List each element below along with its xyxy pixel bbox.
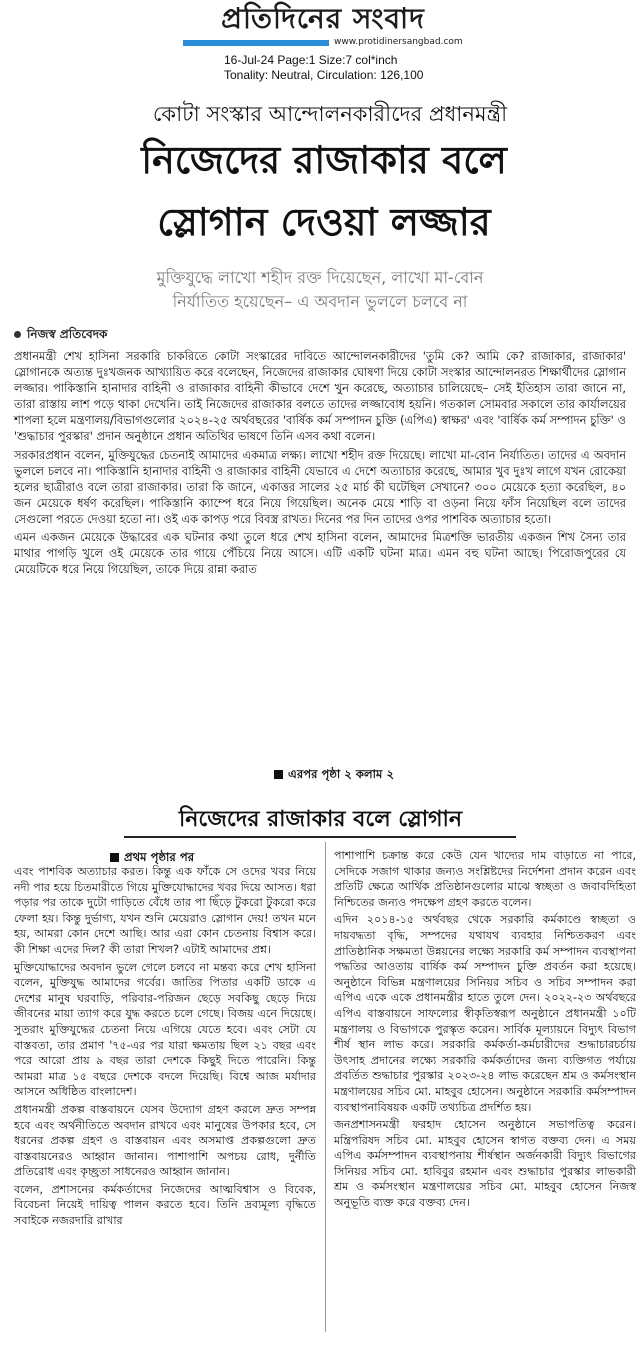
paragraph: এমন একজন মেয়েকে উদ্ধারের এক ঘটনার কথা তুলে ধরে শেখ হাসিনা বলেন, আমাদের মিত্রশক্তি ভারতীয় একজন শিখ সৈন্য তার মাথার পাগড়ি খুলে ওই মেয়েকে তার গায়ে পেঁচিয়ে নিয়ে আসে। এটি একটি ঘটনা মাত্র। এমন বহু ঘটনা আছে। পিরোজপুরের যে মেয়েটিকে ধরে নিয়ে গিয়েছিল, তাকে দিয়ে রান্না করাত — [14, 530, 626, 577]
continuation-title: নিজেদের রাজাকার বলে স্লোগান — [178, 807, 463, 832]
jump-text: এরপর পৃষ্ঠা ২ কলাম ২ — [288, 767, 395, 781]
left-column — [14, 864, 316, 1231]
clip-info: 16-Jul-24 Page:1 Size:7 col*inch — [224, 53, 398, 67]
jump-line — [274, 766, 394, 785]
square-bullet-icon — [110, 853, 119, 862]
deck-line-1: মুক্তিযুদ্ধে লাখো শহীদ রক্ত দিয়েছেন, লাখো মা-বোন — [156, 268, 484, 287]
article-body — [14, 348, 626, 579]
headline-line-1: নিজেদের রাজাকার বলে — [141, 138, 507, 182]
paragraph: এবং পাশবিক অত্যাচার করত। কিন্তু এক ফাঁকে সে ওদের খবর নিয়ে নদী পার হয়ে চিতমারীতে গিয়ে মুক্তিযোদ্ধাদের খবর দিয়ে আসত। ধরা পড়ার পর তাকে দুটো গাড়িতে বেঁধে তার পা ছিঁড়ে টুকরো টুকরো করে ফেলা হয়। কিন্তু দুর্ভাগ্য, যখন শুনি মেয়েরাও স্লোগান দেয়! তখন মনে হয়, আমরা কোন দেশে আছি। আর এরা কোন চেতনায় বিশ্বাস করে। কী শিক্ষা এদের দিল? কী তারা শিখল? এটাই আমাদের প্রশ্ন। — [14, 865, 316, 956]
website-url: www.protidinersangbad.com — [334, 37, 463, 47]
paragraph: পাশাপাশি চক্রান্ত করে কেউ যেন খাদ্যের দাম বাড়াতে না পারে, সেদিকে সজাগ থাকার জন্যও সংশ্লিষ্টদের নির্দেশনা প্রদান করেন এবং প্রতিটি ক্ষেত্রে আর্থিক প্রতিষ্ঠানগুলোর মাঝে স্বচ্ছতা ও জবাবদিহিতা নিশ্চিতের জন্যও পদক্ষেপ গ্রহণ করতে বলেন। — [334, 849, 636, 909]
paragraph: সরকারপ্রধান বলেন, মুক্তিযুদ্ধের চেতনাই আমাদের একমাত্র লক্ষ্য। লাখো শহীদ রক্ত দিয়েছে। লাখো মা-বোন নির্যাতিত। তাদের এ অবদান ভুললে চলবে না। পাকিস্তানি হানাদার বাহিনী ও রাজাকার বাহিনী যেভাবে এ দেশে অত্যাচার করেছে, আমার খুব দুঃখ লাগে যখন রোকেয়া হলের ছাত্রীরাও বলে তারা রাজাকার। তারা কি জানে, একাত্তর সালের ২৫ মার্চ কী ঘটেছিল সেখানে? ৩০০ মেয়েকে হত্যা করেছিল, ৪০ জন মেয়েকে ধর্ষণ করেছিল। পাকিস্তানি ক্যাম্পে ধরে নিয়ে গিয়েছিল। অনেক মেয়ে শাড়ি বা ওড়না নিয়ে ফাঁস নিয়েছিল বলে তাদের সেগুলো পরতে দেওয়া হতো না। ওই এক কাপড় পরে বিবস্ত্র রাখত। দিনের পর দিন তাদের ওপর পাশবিক অত্যাচার হতো। — [14, 447, 626, 526]
column-divider — [325, 842, 326, 1332]
square-bullet-icon — [274, 770, 283, 779]
right-column — [334, 848, 636, 1213]
paragraph: প্রধানমন্ত্রী প্রকল্প বাস্তবায়নে যেসব উদ্যোগ গ্রহণ করলে দ্রুত সম্পন্ন হবে এবং অর্থনীতিতে অবদান রাখবে এবং মানুষের উপকার হবে, সে ধরনের প্রকল্প গ্রহণ ও বাস্তবায়ন এবং অসমাপ্ত প্রকল্পগুলো দ্রুত বাস্তবায়নেরও আহ্বান জানান। পাশাপাশি অপচয় রোধ, দুর্নীতি প্রতিরোধ এবং কৃচ্ছ্রতা সাধনেরও আহ্বান জানান। — [14, 1102, 316, 1179]
continuation-label-text: প্রথম পৃষ্ঠার পর — [124, 850, 195, 864]
paragraph: বলেন, প্রশাসনের কর্মকর্তাদের নিজেদের আত্মবিশ্বাস ও বিবেক, বিবেচনা নিয়েই দায়িত্ব পালন করতে হবে। তিনি দ্রব্যমূল্য বৃদ্ধিতে সবাইকে নজরদারি রাখার — [14, 1182, 316, 1228]
article-kicker: কোটা সংস্কার আন্দোলনকারীদের প্রধানমন্ত্রী — [152, 102, 508, 126]
tonality-circulation: Tonality: Neutral, Circulation: 126,100 — [224, 68, 424, 82]
title-underline — [124, 836, 516, 838]
byline-text: নিজস্ব প্রতিবেদক — [27, 327, 108, 341]
bullet-icon — [14, 331, 21, 338]
deck-line-2: নির্যাতিত হয়েছেন– এ অবদান ভুললে চলবে না — [172, 292, 468, 311]
paragraph: প্রধানমন্ত্রী শেখ হাসিনা সরকারি চাকরিতে কোটা সংস্কারের দাবিতে আন্দোলনকারীদের 'তুমি কে? আমি কে? রাজাকার, রাজাকার' স্লোগানকে অত্যন্ত দুঃখজনক আখ্যায়িত করে বলেছেন, নিজেদের রাজাকার ঘোষণা দিয়ে কোটা সংস্কার আন্দোলনরত শিক্ষার্থীদের স্লোগান লজ্জার। পাকিস্তানি হানাদার বাহিনী ও রাজাকার বাহিনী কীভাবে দেশে খুন করেছে, অত্যাচার চালিয়েছে– সেই ইতিহাস তারা জানে না, তারা রাস্তায় লাশ পড়ে থাকা দেখেনি। তাই নিজেদের রাজাকার বলতে তাদের লজ্জাবোধ হয়নি। গতকাল সোমবার সকালে তার কার্যালয়ের শাপলা হলে মন্ত্রণালয়/বিভাগগুলোর ২০২৪-২৫ অর্থবছরের 'বার্ষিক কর্ম সম্পাদন চুক্তি (এপিএ) স্বাক্ষর' এবং 'বার্ষিক কর্ম সম্পাদন চুক্তি' ও 'শুদ্ধাচার পুরস্কার' প্রদান অনুষ্ঠানে প্রধান অতিথির ভাষণে তিনি এসব কথা বলেন। — [14, 349, 626, 444]
paragraph: এদিন ২০১৪-১৫ অর্থবছর থেকে সরকারি কর্মকাণ্ডে স্বচ্ছতা ও দায়বদ্ধতা বৃদ্ধি, সম্পদের যথাযথ ব্যবহার নিশ্চিতকরণ এবং প্রাতিষ্ঠানিক সক্ষমতা উন্নয়নের লক্ষ্যে সরকারি কর্ম সম্পাদন ব্যবস্থাপনা পদ্ধতির আওতায় বার্ষিক কর্ম সম্পাদন চুক্তি প্রবর্তন করা হয়েছে। অনুষ্ঠানে বিভিন্ন মন্ত্রণালয়ের সিনিয়র সচিব ও সচিব সম্পাদন করা এপিএ একে একে প্রধানমন্ত্রীর হাতে তুলে দেন। ২০২২-২৩ অর্থবছরে এপিএ বাস্তবায়নে সাফল্যের স্বীকৃতিস্বরূপ অনুষ্ঠানে প্রধানমন্ত্রী ১০টি মন্ত্রণালয় ও বিভাগকে পুরস্কৃত করেন। সার্বিক মূল্যায়নে বিদ্যুৎ বিভাগ শীর্ষ স্থান লাভ করে। সরকারি কর্মকর্তা-কর্মচারীদের শুদ্ধাচারচর্চায় উৎসাহ প্রদানের লক্ষ্যে সরকারি কর্মকর্তাদের জন্য ব্যক্তিগত পর্যায়ে প্রবর্তিত শুদ্ধাচার পুরস্কার ২০২৩-২৪ লাভ করেছেন শ্রম ও কর্মসংস্থান মন্ত্রণালয়ের সচিব মো. মাহবুব হোসেন। অনুষ্ঠানে সরকারি কর্মসম্পাদন ব্যবস্থাপনাবিষয়ক একটি তথ্যচিত্র প্রদর্শিত হয়। — [334, 913, 636, 1114]
masthead — [0, 0, 641, 90]
logo-accent-bar — [183, 40, 329, 46]
paragraph: জনপ্রশাসনমন্ত্রী ফরহাদ হোসেন অনুষ্ঠানে সভাপতিত্ব করেন। মন্ত্রিপরিষদ সচিব মো. মাহবুব হোসেন স্বাগত বক্তব্য দেন। এ সময় এপিএ কর্মসম্পাদন ব্যবস্থাপনায় শীর্ষস্থান অর্জনকারী বিদ্যুৎ বিভাগের সিনিয়র সচিব মো. হাবিবুর রহমান এবং শুদ্ধাচার পুরস্কার লাভকারী শ্রম ও কর্মসংস্থান মন্ত্রণালয়ের সচিব মো. মাহবুব হোসেন নিজস্ব অনুভূতি ব্যক্ত করে বক্তব্য দেন। — [334, 1118, 636, 1210]
byline — [14, 326, 107, 346]
newspaper-logo: প্রতিদিনের সংবাদ — [221, 2, 425, 35]
headline-line-2: স্লোগান দেওয়া লজ্জার — [157, 200, 491, 244]
paragraph: মুক্তিযোদ্ধাদের অবদান ভুলে গেলে চলবে না মন্তব্য করে শেখ হাসিনা বলেন, মুক্তিযুদ্ধ আমাদের গর্বের। জাতির পিতার একটি ডাকে এ দেশের মানুষ ঘরবাড়ি, পরিবার-পরিজন ছেড়ে সবকিছু ছেড়ে দিয়ে জীবনের মায়া ত্যাগ করে যুদ্ধ করতে চলে গেছে। বিজয় এনে দিয়েছে। সুতরাং মুক্তিযুদ্ধের চেতনা নিয়ে এগিয়ে যেতে হবে। এবং সেটা যে বাস্তবতা, তার প্রমাণ '৭৫-এর পর যারা ক্ষমতায় ছিল ২১ বছর এবং পরে আরো প্রায় ৯ বছর তারা দেশকে কিছুই দিতে পারেনি। কিন্তু আমরা মাত্র ১৫ বছরে দেশকে বদলে দিয়েছি। বিশ্বে আজ মর্যাদার আসনে অধিষ্ঠিত বাংলাদেশ। — [14, 960, 316, 1099]
